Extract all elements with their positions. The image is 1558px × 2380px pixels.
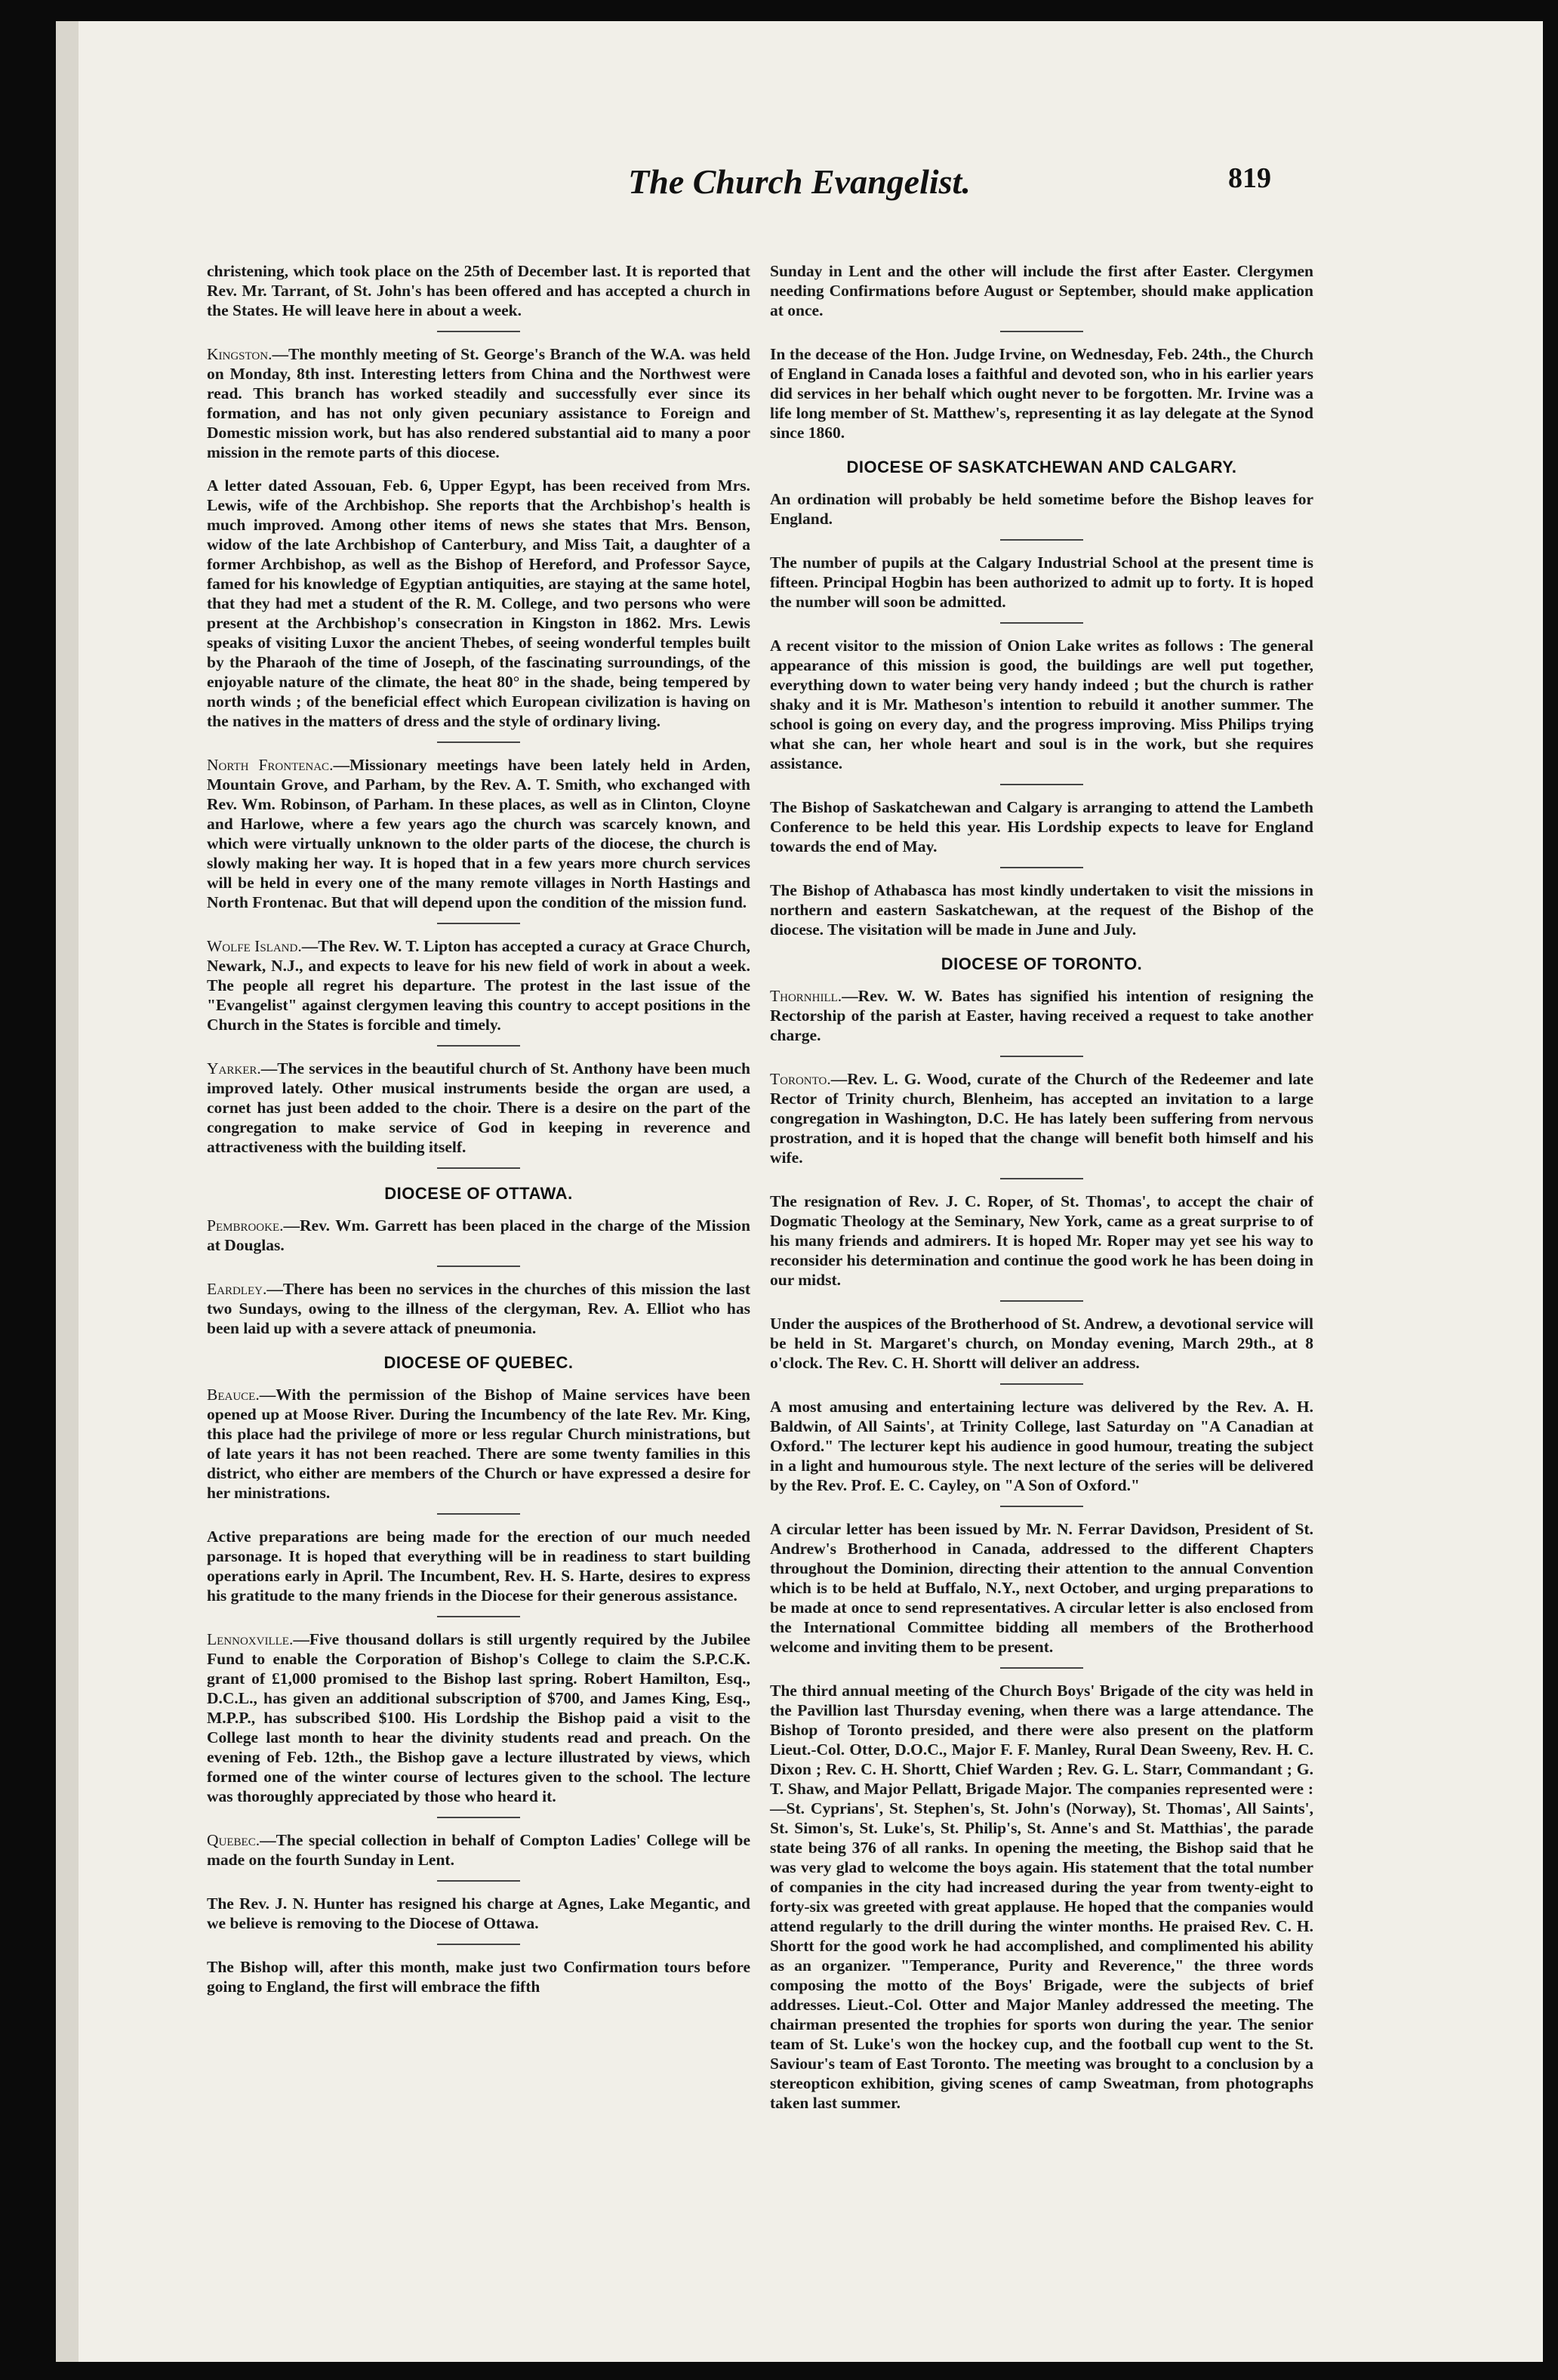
paragraph-text: —Rev. W. W. Bates has signified his intention of resigning the Rectorship of the parish at Easter, having received a request to take another charge.: [770, 987, 1313, 1044]
article-paragraph: [207, 1279, 750, 1338]
section-divider: [1000, 867, 1083, 868]
section-heading: DIOCESE OF TORONTO.: [941, 954, 1143, 973]
article-paragraph: [207, 1957, 750, 1996]
article-paragraph: [207, 1059, 750, 1157]
section-divider: [437, 1266, 520, 1267]
section-divider: [1000, 539, 1083, 541]
article-paragraph: [770, 1397, 1313, 1495]
article-paragraph: [770, 553, 1313, 612]
article-paragraph: [770, 986, 1313, 1045]
article-paragraph: [770, 1314, 1313, 1373]
paragraph-gap: [207, 462, 750, 476]
place-name-lead: Toronto.: [770, 1070, 831, 1088]
left-column: [207, 261, 750, 1996]
paragraph-text: christening, which took place on the 25th of December last. It is reported that Rev. Mr. Tarrant, of St. John's has been offered and has accepted a church in the States. He will leave here in about a week.: [207, 262, 750, 319]
place-name-lead: Kingston.: [207, 345, 272, 363]
paragraph-text: A most amusing and entertaining lecture was delivered by the Rev. A. H. Baldwin, of All Saints', at Trinity College, last Saturday on "A Canadian at Oxford." The lecturer kept his audience in good humour, treating the subject in a light and humourous style. The next lecture of the series will be delivered by the Rev. Prof. E. C. Cayley, on "A Son of Oxford.": [770, 1398, 1313, 1494]
section-divider: [1000, 1300, 1083, 1302]
page-header: [56, 162, 1543, 230]
article-paragraph: [207, 755, 750, 912]
section-heading: DIOCESE OF SASKATCHEWAN AND CALGARY.: [846, 458, 1237, 476]
section-divider: [437, 741, 520, 743]
article-paragraph: [207, 1894, 750, 1933]
article-paragraph: [770, 261, 1313, 320]
article-paragraph: [770, 1069, 1313, 1167]
paragraph-text: The number of pupils at the Calgary Industrial School at the present time is fifteen. Principal Hogbin has been authorized to admit up to forty. It is hoped the number will soon be admitted.: [770, 553, 1313, 611]
article-paragraph: [770, 880, 1313, 939]
place-name-lead: Lennoxville.: [207, 1630, 294, 1648]
paragraph-text: The third annual meeting of the Church Boys' Brigade of the city was held in the Pavillion last Thursday evening, when there was a large attendance. The Bishop of Toronto presided, and there were also present on the platform Lieut.-Col. Otter, D.O.C., Major F. F. Manley, Rural Dean Sweeny, Rev. H. C. Dixon ; Rev. C. H. Shortt, Chief Warden ; Rev. G. L. Starr, Commandant ; G. T. Shaw, and Major Pellatt, Brigade Major. The companies represented were :—St. Cyprians', St. Stephen's, St. John's (Norway), St. Thomas', All Saints', St. Simon's, St. Luke's, St. Philip's, St. Anne's and St. Matthias', the parade state being 376 of all ranks. In opening the meeting, the Bishop said that he was very glad to welcome the boys again. His statement that the total number of companies in the city had increased during the year from twenty-eight to forty-six was greeted with great applause. He hoped that the companies would attend regularly to the drill during the winter months. He praised Rev. C. H. Shortt for the good work he had accomplished, and complimented his ability as an organizer. "Temperance, Purity and Reverence," the three words composing the motto of the Boys' Brigade, were the subjects of brief addresses. Lieut.-Col. Otter and Major Manley addressed the meeting. The chairman presented the trophies for sports won during the year. The senior team of St. Luke's won the hockey cup, and the football cup went to the St. Saviour's team of East Toronto. The meeting was brought to a conclusion by a stereopticon exhibition, giving scenes of camp Sweatman, from photographs taken last summer.: [770, 1682, 1313, 2112]
article-paragraph: [207, 261, 750, 320]
publication-title: The Church Evangelist.: [628, 162, 971, 201]
paragraph-text: A letter dated Assouan, Feb. 6, Upper Egypt, has been received from Mrs. Lewis, wife of the Archbishop. She reports that the Archbishop's health is much improved. Among other items of news she states that Mrs. Benson, widow of the late Archbishop of Canterbury, and Miss Tait, a daughter of a former Archbishop, as well as the Bishop of Hereford, and Professor Sayce, famed for his knowledge of Egyptian antiquities, are staying at the same hotel, that they had met a student of the R. M. College, and two persons who were present at the Archbishop's consecration in Kingston in 1862. Mrs. Lewis speaks of visiting Luxor the ancient Thebes, of seeing wonderful temples built by the Pharaoh of the time of Joseph, of the fascinating surroundings, of the enjoyable nature of the climate, the heat 80° in the shade, being tempered by north winds ; of the beneficial effect which European civilization is having on the natives in the matters of dress and the style of ordinary living.: [207, 476, 750, 730]
section-heading: DIOCESE OF OTTAWA.: [384, 1184, 573, 1203]
place-name-lead: Yarker.: [207, 1059, 261, 1077]
article-paragraph: [207, 476, 750, 731]
article-paragraph: [770, 797, 1313, 856]
section-divider: [437, 1616, 520, 1617]
section-divider: [1000, 331, 1083, 332]
article-paragraph: [207, 1216, 750, 1255]
scanned-page: [56, 21, 1543, 2362]
paragraph-text: Active preparations are being made for the erection of our much needed parsonage. It is hoped that everything will be in readiness to start building operations early in April. The Incumbent, Rev. H. S. Harte, desires to express his gratitude to the many friends in the Diocese for their generous assistance.: [207, 1528, 750, 1605]
paragraph-text: —With the permission of the Bishop of Maine services have been opened up at Moose River. During the Incumbency of the late Rev. Mr. King, this place had the privilege of more or less regular Church ministrations, but of late years it has not been reached. There are some twenty families in this district, who either are members of the Church or have expressed a desire for her ministrations.: [207, 1386, 750, 1502]
paragraph-text: —Rev. Wm. Garrett has been placed in the charge of the Mission at Douglas.: [207, 1216, 750, 1254]
section-divider: [437, 331, 520, 332]
article-paragraph: [207, 1629, 750, 1806]
paragraph-text: —Five thousand dollars is still urgently required by the Jubilee Fund to enable the Corporation of Bishop's College to claim the S.P.C.K. grant of £1,000 promised to the Bishop last spring. Robert Hamilton, Esq., D.C.L., has given an additional subscription of $700, and James King, Esq., M.P.P., has subscribed $100. His Lordship the Bishop paid a visit to the College last month to hear the divinity students read and preach. On the evening of Feb. 12th., the Bishop gave a lecture illustrated by views, which formed one of the winter course of lectures given to the school. The lecture was thoroughly appreciated by those who heard it.: [207, 1630, 750, 1805]
paragraph-text: —Missionary meetings have been lately held in Arden, Mountain Grove, and Parham, by the Rev. A. T. Smith, who exchanged with Rev. Wm. Robinson, of Parham. In these places, as well as in Clinton, Cloyne and Harlowe, where a few years ago the church was scarcely known, and which were virtually unknown to the older parts of the diocese, the church is slowly making her way. It is hoped that in a few years more church services will be held in every one of the many remote villages in North Hastings and North Frontenac. But that will depend upon the condition of the mission fund.: [207, 756, 750, 911]
section-divider: [1000, 1383, 1083, 1385]
article-paragraph: [207, 344, 750, 462]
paragraph-text: —The special collection in behalf of Compton Ladies' College will be made on the fourth Sunday in Lent.: [207, 1831, 750, 1869]
article-paragraph: [207, 1385, 750, 1503]
section-divider: [1000, 1506, 1083, 1507]
article-paragraph: [770, 489, 1313, 529]
article-paragraph: [770, 1519, 1313, 1657]
section-divider: [437, 1045, 520, 1047]
paragraph-text: The Rev. J. N. Hunter has resigned his charge at Agnes, Lake Megantic, and we believe is removing to the Diocese of Ottawa.: [207, 1894, 750, 1932]
section-divider: [437, 1817, 520, 1818]
place-name-lead: Beauce.: [207, 1386, 260, 1404]
article-paragraph: [770, 636, 1313, 773]
paragraph-text: Sunday in Lent and the other will include the first after Easter. Clergymen needing Confirmations before August or September, should make application at once.: [770, 262, 1313, 319]
article-paragraph: [207, 1830, 750, 1870]
paragraph-text: —There has been no services in the churches of this mission the last two Sundays, owing to the illness of the clergyman, Rev. A. Elliot who has been laid up with a severe attack of pneumonia.: [207, 1280, 750, 1337]
paragraph-text: In the decease of the Hon. Judge Irvine, on Wednesday, Feb. 24th., the Church of England in Canada loses a faithful and devoted son, who in his earlier years did services in her behalf which ought never to be forgotten. Mr. Irvine was a life long member of St. Matthew's, representing it as lay delegate at the Synod since 1860.: [770, 345, 1313, 442]
paragraph-text: A recent visitor to the mission of Onion Lake writes as follows : The general appearance of this mission is good, the buildings are well put together, everything down to water being very handy indeed ; but the church is rather shaky and it is Mr. Matheson's intention to rebuild it another summer. The school is going on every day, and the progress improving. Miss Philips trying what she can, her whole heart and soul is in the work, but she requires assistance.: [770, 637, 1313, 772]
place-name-lead: North Frontenac.: [207, 756, 334, 774]
paragraph-text: The Bishop of Saskatchewan and Calgary is arranging to attend the Lambeth Conference to be held this year. His Lordship expects to leave for England towards the end of May.: [770, 798, 1313, 856]
place-name-lead: Thornhill.: [770, 987, 842, 1005]
place-name-lead: Quebec.: [207, 1831, 260, 1849]
article-paragraph: [770, 1192, 1313, 1290]
article-paragraph: [770, 344, 1313, 442]
article-paragraph: [207, 1527, 750, 1605]
article-paragraph: [207, 936, 750, 1034]
paragraph-text: —The Rev. W. T. Lipton has accepted a curacy at Grace Church, Newark, N.J., and expects to leave for his new field of work in about a week. The people all regret his departure. The protest in the last issue of the "Evangelist" against clergymen leaving this country to accept positions in the Church in the States is forcible and timely.: [207, 937, 750, 1034]
section-divider: [437, 923, 520, 924]
paragraph-text: —The services in the beautiful church of St. Anthony have been much improved lately. Other musical instruments beside the organ are used, a cornet has just been added to the choir. There is a desire on the part of the congregation to make service of God in keeping in reverence and attractiveness with the building itself.: [207, 1059, 750, 1156]
section-divider: [1000, 1667, 1083, 1669]
article-paragraph: [770, 1681, 1313, 2113]
paragraph-text: The resignation of Rev. J. C. Roper, of St. Thomas', to accept the chair of Dogmatic Theology at the Seminary, New York, came as a great surprise to of his many friends and admirers. It is hoped Mr. Roper may yet see his way to reconsider his determination and continue the good work he has been doing in our midst.: [770, 1192, 1313, 1289]
section-divider: [437, 1880, 520, 1882]
paragraph-text: Under the auspices of the Brotherhood of St. Andrew, a devotional service will be held in St. Margaret's church, on Monday evening, March 29th., at 8 o'clock. The Rev. C. H. Shortt will deliver an address.: [770, 1315, 1313, 1372]
place-name-lead: Wolfe Island.: [207, 937, 302, 955]
page-gutter: [56, 21, 79, 2362]
section-divider: [437, 1513, 520, 1515]
paragraph-text: —The monthly meeting of St. George's Branch of the W.A. was held on Monday, 8th inst. Interesting letters from China and the Northwest were read. This branch has worked steadily and successfully ever since its formation, and has not only given pecuniary assistance to Foreign and Domestic mission work, but has also rendered substantial aid to many a poor mission in the remote parts of this diocese.: [207, 345, 750, 461]
section-divider: [437, 1944, 520, 1945]
section-divider: [437, 1167, 520, 1169]
paragraph-text: An ordination will probably be held sometime before the Bishop leaves for England.: [770, 490, 1313, 528]
place-name-lead: Eardley.: [207, 1280, 267, 1298]
section-divider: [1000, 784, 1083, 785]
place-name-lead: Pembrooke.: [207, 1216, 284, 1235]
section-divider: [1000, 1178, 1083, 1179]
section-divider: [1000, 1056, 1083, 1057]
paragraph-text: The Bishop will, after this month, make just two Confirmation tours before going to England, the first will embrace the fifth: [207, 1958, 750, 1996]
section-divider: [1000, 622, 1083, 624]
paragraph-text: A circular letter has been issued by Mr. N. Ferrar Davidson, President of St. Andrew's Brotherhood in Canada, addressed to the different Chapters throughout the Dominion, directing their attention to the annual Convention which is to be held at Buffalo, N.Y., next October, and urging preparations to be made at once to send representatives. A circular letter is also enclosed from the International Committee bidding all members of the Brotherhood welcome and inviting them to be present.: [770, 1520, 1313, 1656]
section-heading: DIOCESE OF QUEBEC.: [383, 1353, 574, 1372]
paragraph-text: The Bishop of Athabasca has most kindly undertaken to visit the missions in northern and eastern Saskatchewan, at the request of the Bishop of the diocese. The visitation will be made in June and July.: [770, 881, 1313, 939]
page-number: 819: [1228, 162, 1271, 194]
paragraph-text: —Rev. L. G. Wood, curate of the Church of the Redeemer and late Rector of Trinity church, Blenheim, has accepted an invitation to a large congregation in Washington, D.C. He has lately been suffering from nervous prostration, and it is hoped that the change will benefit both himself and his wife.: [770, 1070, 1313, 1167]
right-column: [770, 261, 1313, 2113]
